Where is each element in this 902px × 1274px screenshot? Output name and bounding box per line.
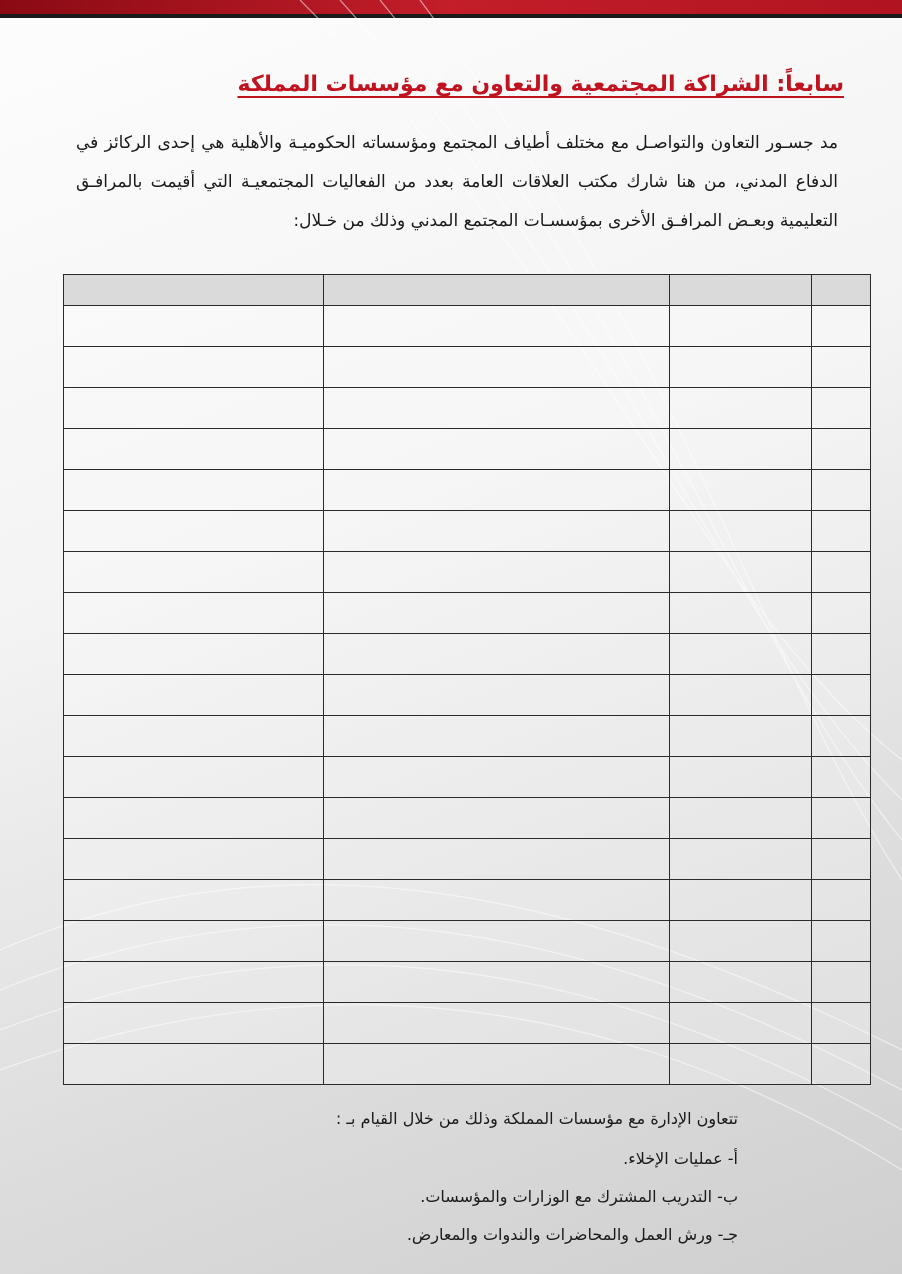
table-cell <box>324 552 670 593</box>
closing-list <box>138 1148 738 1246</box>
table-cell <box>812 757 871 798</box>
table-row <box>64 429 871 470</box>
table-cell <box>64 962 324 1003</box>
table-cell <box>812 839 871 880</box>
table-cell <box>812 552 871 593</box>
table-cell <box>64 839 324 880</box>
table-cell <box>64 470 324 511</box>
table-row <box>64 921 871 962</box>
table-cell <box>324 388 670 429</box>
table-header-row <box>64 275 871 306</box>
table-cell <box>812 470 871 511</box>
table-cell <box>64 1044 324 1085</box>
header-cell <box>64 275 324 306</box>
table-cell <box>324 962 670 1003</box>
table-row <box>64 347 871 388</box>
table-cell <box>670 716 812 757</box>
table-cell <box>64 675 324 716</box>
closing-section <box>138 1108 738 1262</box>
table-row <box>64 880 871 921</box>
table-row <box>64 470 871 511</box>
table-cell <box>670 511 812 552</box>
table-cell <box>670 470 812 511</box>
table-row <box>64 757 871 798</box>
table-cell <box>64 429 324 470</box>
table-cell <box>670 429 812 470</box>
table-cell <box>812 429 871 470</box>
table-row <box>64 388 871 429</box>
table-cell <box>670 962 812 1003</box>
table-cell <box>812 388 871 429</box>
list-item: جـ- ورش العمل والمحاضرات والندوات والمعارض. <box>406 1225 738 1244</box>
intro-paragraph: مد جسـور التعاون والتواصـل مع مختلف أطياف المجتمع ومؤسساته الحكوميـة والأهلية هي إحدى الركائز في الدفاع المدني، من هنا شارك مكتب العلاقات العامة بعدد من الفعاليات المجتمعيـة التي أقيمت بالمرافـق التعليمية وبعـض المرافـق الأخرى بمؤسسـات المجتمع المدني وذلك من خـلال: <box>76 133 838 231</box>
table-cell <box>670 798 812 839</box>
table-cell <box>670 1044 812 1085</box>
closing-intro: تتعاون الإدارة مع مؤسسات المملكة وذلك من خلال القيام بـ : <box>335 1109 738 1128</box>
table-cell <box>812 675 871 716</box>
table-cell <box>64 880 324 921</box>
table-cell <box>324 921 670 962</box>
table-cell <box>670 921 812 962</box>
header-cell <box>324 275 670 306</box>
table-cell <box>64 634 324 675</box>
table-cell <box>64 306 324 347</box>
table-row <box>64 593 871 634</box>
table-cell <box>324 1003 670 1044</box>
table-cell <box>670 757 812 798</box>
table-cell <box>670 675 812 716</box>
table-cell <box>812 306 871 347</box>
table-cell <box>670 306 812 347</box>
table-cell <box>324 757 670 798</box>
table-cell <box>324 470 670 511</box>
table-cell <box>670 1003 812 1044</box>
table-cell <box>64 388 324 429</box>
table-header <box>64 275 871 306</box>
table-row <box>64 552 871 593</box>
table-row <box>64 962 871 1003</box>
table-cell <box>64 511 324 552</box>
table-cell <box>64 921 324 962</box>
header-cell <box>812 275 871 306</box>
table-cell <box>670 839 812 880</box>
table-cell <box>670 593 812 634</box>
table-row <box>64 634 871 675</box>
table-row <box>64 798 871 839</box>
table-cell <box>812 634 871 675</box>
table-cell <box>324 306 670 347</box>
table-cell <box>812 1003 871 1044</box>
list-item: أ- عمليات الإخلاء. <box>623 1149 738 1168</box>
table-cell <box>324 675 670 716</box>
table-cell <box>64 1003 324 1044</box>
table-row <box>64 306 871 347</box>
table-cell <box>324 839 670 880</box>
list-item: ب- التدريب المشترك مع الوزارات والمؤسسات. <box>420 1187 738 1206</box>
table-cell <box>812 921 871 962</box>
table-row <box>64 1003 871 1044</box>
table-cell <box>64 593 324 634</box>
table-cell <box>670 347 812 388</box>
table-cell <box>670 880 812 921</box>
table-cell <box>324 798 670 839</box>
table-cell <box>324 634 670 675</box>
table-body <box>64 306 871 1085</box>
table-cell <box>64 716 324 757</box>
header-cell <box>670 275 812 306</box>
table-cell <box>64 798 324 839</box>
table-row <box>64 675 871 716</box>
table-cell <box>812 593 871 634</box>
table-row <box>64 839 871 880</box>
table-cell <box>670 388 812 429</box>
section-title: سابعاً: الشراكة المجتمعية والتعاون مع مؤسسات المملكة <box>237 72 844 97</box>
table-cell <box>812 716 871 757</box>
table-cell <box>812 880 871 921</box>
table-cell <box>64 757 324 798</box>
table-cell <box>324 716 670 757</box>
table-cell <box>812 1044 871 1085</box>
table-row <box>64 1044 871 1085</box>
table-row <box>64 511 871 552</box>
table-cell <box>324 347 670 388</box>
table-row <box>64 716 871 757</box>
table-cell <box>812 511 871 552</box>
table-cell <box>670 634 812 675</box>
table-cell <box>324 593 670 634</box>
table-cell <box>812 962 871 1003</box>
table-cell <box>324 511 670 552</box>
table-cell <box>670 552 812 593</box>
table-cell <box>64 552 324 593</box>
table-cell <box>324 1044 670 1085</box>
table-cell <box>324 880 670 921</box>
table-cell <box>812 798 871 839</box>
table-cell <box>324 429 670 470</box>
table-cell <box>64 347 324 388</box>
events-table <box>63 274 871 1085</box>
table-cell <box>812 347 871 388</box>
